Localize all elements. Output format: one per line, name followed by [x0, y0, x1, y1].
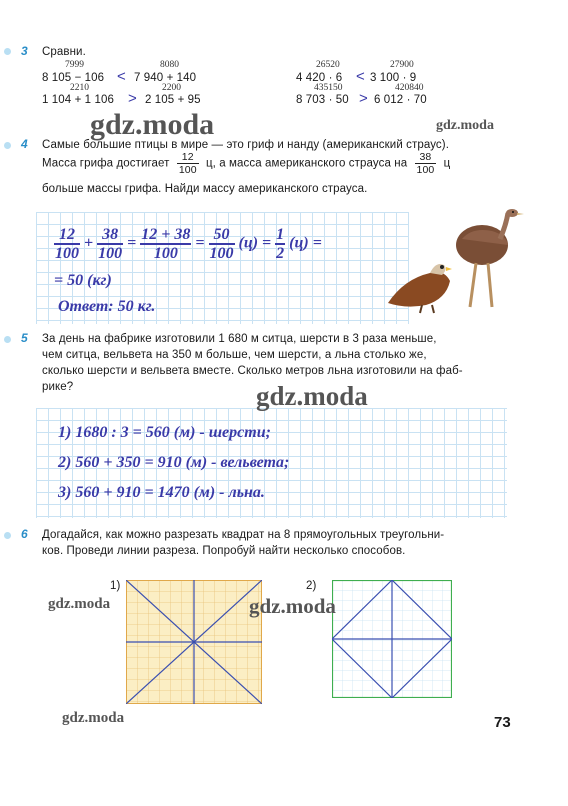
hint-value: 435150 [314, 83, 343, 93]
problem-text: Догадайся, как можно разрезать квадрат на 8 прямоугольных треугольни- [42, 529, 445, 541]
comparison-sign: > [359, 90, 368, 107]
fraction: $\frac{1}{2}$ [276, 226, 285, 262]
square-cut-2 [332, 580, 452, 698]
fraction-denominator: 100 [178, 164, 197, 176]
problem-text: чем ситца, вельвета на 350 м больше, чем шерсти, а льна столько же, [42, 349, 427, 361]
bullet-dot [4, 336, 11, 343]
exercise-number: 6 [21, 527, 28, 541]
hint-value: 7999 [65, 60, 84, 70]
expression: 4 420 · 6 [296, 72, 343, 84]
expression: 2 105 + 95 [145, 94, 201, 106]
expression: 6 012 · 70 [374, 94, 427, 106]
fraction [415, 151, 437, 176]
comparison-sign: < [117, 68, 126, 85]
problem-text: ц, а масса американского страуса на [205, 157, 408, 170]
fraction-numerator: 38 [415, 151, 437, 164]
fraction-numerator: 12 [177, 151, 199, 164]
solution-grid [36, 212, 409, 324]
solution-line: 3) 560 + 910 = 1470 (м) - льна. [58, 484, 265, 501]
figure-label: 1) [110, 580, 121, 592]
watermark: gdz.moda [256, 381, 368, 411]
expression: 8 105 − 106 [42, 72, 105, 84]
problem-text: ц [443, 157, 451, 170]
hint-value: 2200 [162, 83, 181, 93]
problem-text: сколько шерсти и вельвета вместе. Сколько метров льна изготовили на фаб- [42, 365, 463, 377]
square-cut-1 [126, 580, 262, 704]
problem-text: Самые большие птицы в мире — это гриф и нанду (американский страус). [42, 139, 450, 151]
expression: 3 100 · 9 [370, 72, 417, 84]
bullet-dot [4, 142, 11, 149]
exercise-number: 5 [21, 331, 28, 345]
hint-value: 2210 [70, 83, 89, 93]
page-number: 73 [494, 714, 511, 731]
problem-text: За день на фабрике изготовили 1 680 м ситца, шерсти в 3 раза меньше, [42, 333, 437, 345]
exercise-number: 3 [21, 44, 28, 58]
problem-text: Масса грифа достигает [42, 157, 170, 170]
comparison-sign: < [356, 68, 365, 85]
watermark: gdz.moda [436, 118, 494, 133]
hint-value: 27900 [390, 60, 414, 70]
bird-illustration [382, 205, 532, 315]
rhea-icon [456, 209, 524, 307]
expression: 1 104 + 1 106 [42, 94, 114, 106]
problem-text-line [42, 151, 450, 176]
expression: 7 940 + 140 [134, 72, 197, 84]
watermark: gdz.moda [48, 596, 111, 612]
fraction: $\frac{12}{100}$ [55, 226, 79, 262]
expression: 8 703 · 50 [296, 94, 349, 106]
fraction: $\frac{12 + 38}{100}$ [141, 226, 191, 262]
watermark: gdz.moda [62, 710, 125, 726]
bullet-dot [4, 48, 11, 55]
hint-value: 26520 [316, 60, 340, 70]
fraction: $\frac{38}{100}$ [98, 226, 123, 262]
solution-line: = 50 (кг) [54, 272, 112, 289]
bullet-dot [4, 532, 11, 539]
watermark: gdz.moda [249, 594, 336, 618]
exercise-title: Сравни. [42, 46, 86, 58]
problem-text: ков. Проведи линии разреза. Попробуй найти несколько способов. [42, 545, 406, 557]
solution-grid [36, 408, 507, 518]
fraction: $\frac{50}{100}$ [209, 226, 234, 262]
hint-value: 420840 [395, 83, 424, 93]
vulture-icon [388, 264, 452, 313]
fraction [177, 151, 199, 176]
exercise-number: 4 [21, 137, 28, 151]
comparison-sign: > [128, 90, 137, 107]
hint-value: 8080 [160, 60, 179, 70]
solution-line: 1) 1680 : 3 = 560 (м) - шерсти; [58, 424, 271, 441]
fraction-denominator: 100 [416, 164, 435, 176]
answer-line: Ответ: 50 кг. [58, 298, 156, 315]
figure-label: 2) [306, 580, 317, 592]
solution-line: $\frac{12}{100}$ + $\frac{38}{100}$ = $\frac{12 + 38}{100}$ = $\frac{50}{100}$ (ц) = $\frac{1}{2}$ (ц) = [55, 226, 322, 262]
watermark: gdz.moda [90, 108, 215, 141]
problem-text: рике? [42, 381, 74, 393]
problem-text: больше массы грифа. Найди массу американского страуса. [42, 183, 368, 195]
solution-line: 2) 560 + 350 = 910 (м) - вельвета; [58, 454, 290, 471]
